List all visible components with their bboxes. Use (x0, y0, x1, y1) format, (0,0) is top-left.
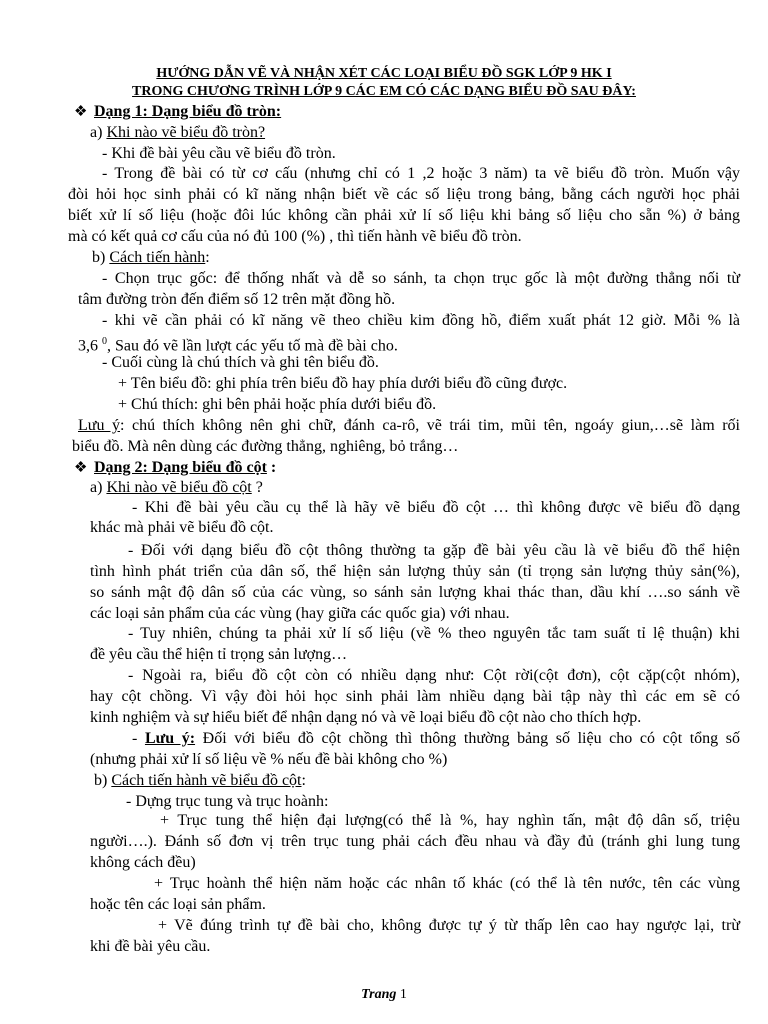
section-1-b-item-4: + Tên biểu đồ: ghi phía trên biểu đồ hay phía dưới biểu đồ cũng được. (118, 375, 568, 392)
page-footer (0, 985, 768, 1005)
page-footer-label: Trang (361, 987, 397, 1002)
section-1-note-text: : chú thích không nên ghi chữ, đánh ca-rô, vẽ trái tim, mũi tên, ngoáy giun,…sẽ làm rối (120, 417, 740, 434)
section-1-b-item-5: + Chú thích: ghi bên phải hoặc phía dưới biểu đồ. (118, 396, 437, 413)
section-2-heading (74, 458, 276, 478)
section-2-p3-line-2: đề yêu cầu thể hiện tỉ trọng sản lượng… (90, 646, 348, 663)
section-2-p2-line-4: các loại sản phẩm của các vùng (hay giữa các quốc gia) với nhau. (90, 605, 510, 622)
section-1-b-heading (92, 248, 210, 268)
section-2-b-item-1: - Dựng trục tung và trục hoành: (126, 793, 329, 810)
section-2-b-item-3-line-2: hoặc tên các loại sản phẩm. (90, 896, 266, 913)
section-2-p1-line-1: - Khi đề bài yêu cầu cụ thể là hãy vẽ biểu đồ cột … thì không được vẽ biểu đồ dạng (132, 499, 740, 516)
section-2-b-item-4-line-1: + Vẽ đúng trình tự đề bài cho, không được tự ý từ thấp lên cao hay ngược lại, trừ (158, 917, 740, 934)
section-2-note-label: Lưu ý: (144, 730, 196, 747)
section-1-a-prefix: a) (90, 124, 107, 141)
section-2-p4-line-2: hay cột chồng. Vì vậy đòi hỏi học sinh phải làm nhiều dạng bài tập này thì các em sẽ có (90, 688, 740, 705)
degree-tail: , Sau đó vẽ lần lượt các yếu tố mà đề bài cho. (107, 337, 398, 355)
section-1-b-item-1-line-1: - Chọn trục gốc: để thống nhất và dễ so sánh, ta chọn trục gốc là một đường thẳng nối từ (102, 270, 740, 287)
section-1-b-title: Cách tiến hành (109, 249, 206, 266)
section-2-b-item-3-line-1: + Trục hoành thể hiện năm hoặc các nhân tố khác (có thể là tên nước, tên các vùng (154, 875, 740, 892)
section-2-b-item-2-line-3: không cách đều) (90, 854, 196, 871)
section-2-p5-text: Đối với biểu đồ cột chồng thì thông thường bảng số liệu cho có cột tổng số (195, 730, 741, 747)
section-1-note-label: Lưu ý (78, 417, 120, 434)
section-1-a-item-1: - Khi đề bài yêu cầu vẽ biểu đồ tròn. (102, 145, 336, 162)
section-1-a-heading (90, 123, 265, 143)
section-1-a-item-2-line-2: đòi hỏi học sinh phải có kĩ năng nhận biết về các số liệu trong bảng, bằng cách người học phải (68, 186, 740, 203)
section-1-note-line-2: biểu đồ. Mà nên dùng các đường thẳng, nghiêng, bỏ trắng… (72, 438, 459, 455)
section-2-b-item-2-line-2: người….). Đánh số đơn vị trên trục tung phải cách đều nhau và đầy đủ (tránh ghi lung tung (90, 833, 740, 850)
document-title-line-1: HƯỚNG DẪN VẼ VÀ NHẬN XÉT CÁC LOẠI BIỂU ĐỒ SGK LỚP 9 HK I (156, 66, 612, 81)
page-number: 1 (396, 987, 407, 1002)
section-2-b-prefix: b) (94, 772, 112, 789)
section-2-p5-line-1 (132, 729, 740, 749)
section-2-b-title: Cách tiến hành vẽ biểu đồ cột (111, 772, 302, 789)
section-1-b-item-3: - Cuối cùng là chú thích và ghi tên biểu đồ. (102, 354, 379, 371)
section-2-b-item-2-line-1: + Trục tung thể hiện đại lượng(có thể là %, hay nghìn tấn, mật độ dân số, triệu (160, 812, 740, 829)
degree-value: 3,6 (78, 337, 102, 355)
section-2-heading-text: Dạng 2: Dạng biểu đồ cột (94, 459, 267, 476)
degree-superscript: 0 (102, 336, 107, 347)
section-1-b-prefix: b) (92, 249, 110, 266)
section-2-p2-line-2: tình hình phát triển của dân số, thể hiện sản lượng thủy sản (tỉ trọng sản lượng thủy sản(%), (90, 563, 740, 580)
section-2-heading-tail: : (266, 459, 277, 476)
section-2-p2-line-1: - Đối với dạng biểu đồ cột thông thường ta gặp đề bài yêu cầu là vẽ biểu đồ thể hiện (128, 542, 740, 559)
section-2-p4-line-3: kinh nghiệm và sự hiểu biết để nhận dạng nó và vẽ loại biểu đồ cột nào cho thích hợp. (90, 709, 642, 726)
section-2-b-item-4-line-2: khi đề bài yêu cầu. (90, 938, 211, 955)
section-2-p2-line-3: so sánh mật độ dân số của các vùng, so sánh sản lượng khai thác than, dầu khí ….so sánh về (90, 584, 740, 601)
section-2-p3-line-1: - Tuy nhiên, chúng ta phải xử lí số liệu (về % theo nguyên tắc tam suất tỉ lệ thuận) khi (128, 625, 740, 642)
section-1-note-line-1 (78, 416, 740, 436)
section-1-a-item-2-line-1: - Trong đề bài có từ cơ cấu (nhưng chỉ có 1 ,2 hoặc 3 năm) ta vẽ biểu đồ tròn. Muốn vậy (102, 165, 740, 182)
section-2-a-tail: ? (251, 479, 263, 496)
section-1-b-item-1-line-2: tâm đường tròn đến điểm số 12 trên mặt đồng hồ. (78, 291, 396, 308)
section-1-b-colon: : (205, 249, 210, 266)
section-1-a-title: Khi nào vẽ biểu đồ tròn? (106, 124, 266, 141)
diamond-bullet-icon: ❖ (74, 104, 88, 120)
section-2-p5-dash: - (132, 730, 145, 747)
section-2-b-colon: : (301, 772, 306, 789)
section-2-p1-line-2: khác mà phải vẽ biểu đồ cột. (90, 519, 274, 536)
section-1-heading (74, 102, 281, 122)
section-2-a-heading (90, 478, 263, 498)
section-2-p4-line-1: - Ngoài ra, biểu đồ cột còn có nhiều dạng như: Cột rời(cột đơn), cột cặp(cột nhóm), (128, 667, 740, 684)
section-2-p5-line-2: (nhưng phải xử lí số liệu về % nếu đề bài không cho %) (90, 751, 448, 768)
section-1-heading-text: Dạng 1: Dạng biểu đồ tròn: (94, 103, 282, 120)
section-1-a-item-2-line-3: biết xử lí số liệu (hoặc đôi lúc không cần phải xử lí số liệu khi bảng số liệu cho sẵn %) ở bảng (68, 207, 740, 224)
section-1-a-item-2-line-4: mà có kết quả cơ cấu của nó đủ 100 (%) , thì tiến hành vẽ biểu đồ tròn. (68, 228, 522, 245)
diamond-bullet-icon: ❖ (74, 460, 88, 476)
document-title-line-2: TRONG CHƯƠNG TRÌNH LỚP 9 CÁC EM CÓ CÁC DẠNG BIỂU ĐỒ SAU ĐÂY: (132, 84, 636, 99)
section-2-b-heading (94, 771, 306, 791)
section-2-a-prefix: a) (90, 479, 107, 496)
section-2-a-title: Khi nào vẽ biểu đồ cột (106, 479, 252, 496)
section-1-b-item-2-line-1: - khi vẽ cần phải có kĩ năng vẽ theo chiều kim đồng hồ, điểm xuất phát 12 giờ. Mỗi % là (102, 312, 740, 329)
